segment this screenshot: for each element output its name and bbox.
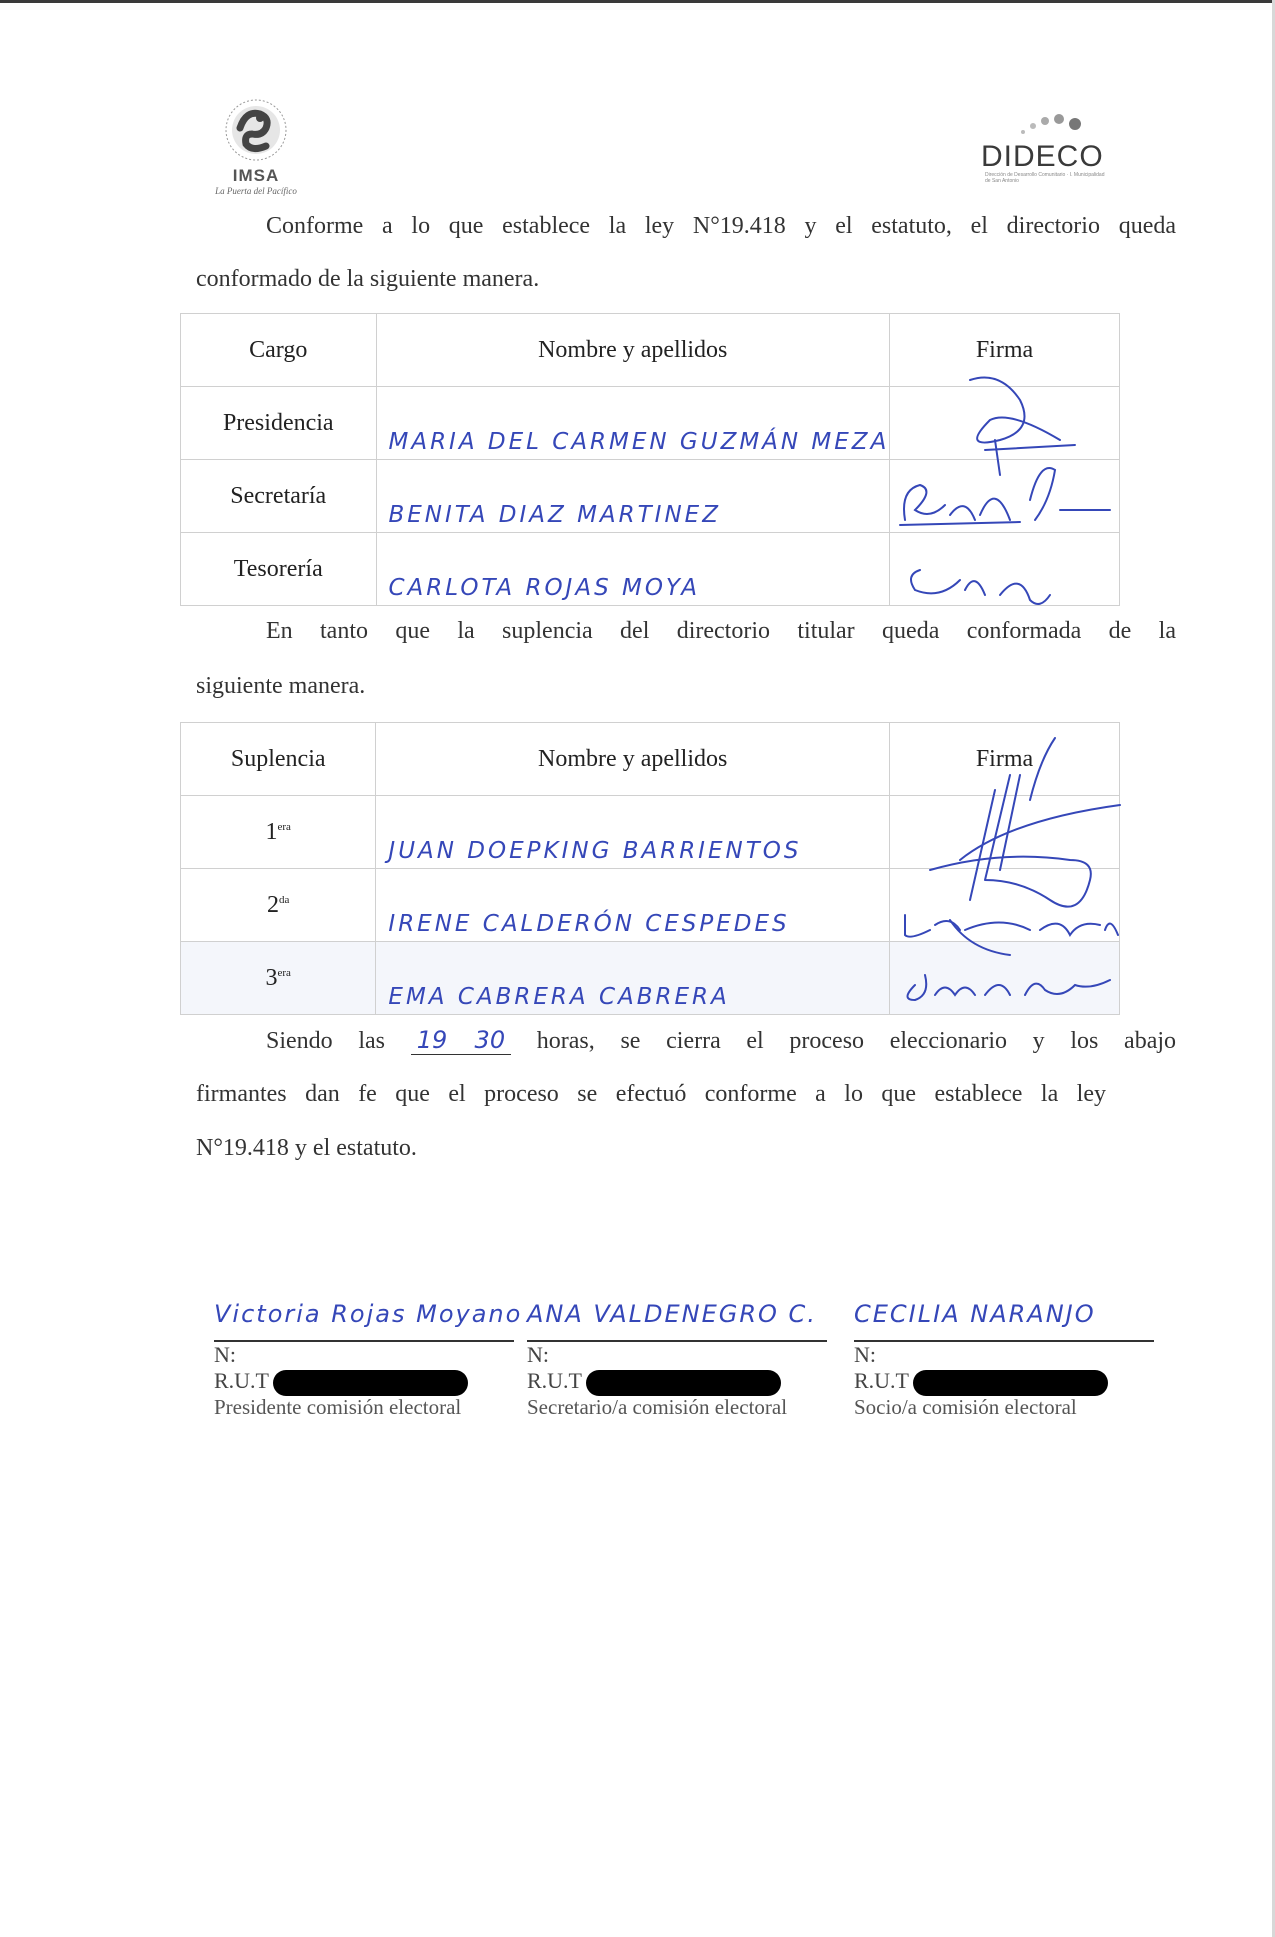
imsa-logo-tagline: La Puerta del Pacífico	[215, 186, 297, 196]
nombre-cell	[376, 869, 890, 942]
directorio-table	[180, 313, 1120, 606]
imsa-emblem-icon	[196, 88, 316, 168]
nombre-cell	[376, 942, 890, 1015]
table-row	[181, 796, 1120, 869]
nombre-cell	[376, 796, 890, 869]
nombre-cell	[376, 460, 890, 533]
ordinal-number: 1	[265, 818, 278, 845]
ordinal-suffix: da	[279, 893, 290, 906]
table-row	[181, 460, 1120, 533]
handwritten-name: IRENE CALDERÓN CESPEDES	[388, 911, 790, 937]
header-firma: Firma	[889, 723, 1119, 796]
table-row	[181, 869, 1120, 942]
firma-cell	[889, 942, 1119, 1015]
handwritten-name: JUAN DOEPKING BARRIENTOS	[388, 838, 802, 864]
role-label: Socio/a comisión electoral	[854, 1395, 1077, 1419]
rut-row	[854, 1368, 1154, 1394]
signatory-block-secretario	[527, 1300, 827, 1420]
n-label: N:	[854, 1342, 876, 1367]
redaction-bar	[273, 1370, 468, 1396]
firma-cell	[890, 460, 1120, 533]
table-header-row	[181, 723, 1120, 796]
firma-cell	[890, 533, 1120, 606]
table-row	[181, 533, 1120, 606]
suplencia-number-cell	[181, 869, 376, 942]
ordinal-suffix: era	[277, 820, 291, 833]
handwritten-name: CARLOTA ROJAS MOYA	[388, 575, 700, 601]
closing-suffix: horas, se cierra el proceso eleccionario y los abajo	[536, 1028, 1177, 1054]
ordinal-number: 2	[267, 891, 280, 918]
handwritten-signature: Victoria Rojas Moyano	[214, 1300, 523, 1328]
dideco-logo-name: DIDECO	[981, 140, 1104, 173]
firma-cell	[889, 869, 1119, 942]
nombre-cell	[376, 533, 890, 606]
role-label: Secretario/a comisión electoral	[527, 1395, 788, 1419]
handwritten-name: BENITA DIAZ MARTINEZ	[388, 502, 721, 528]
table-row	[181, 942, 1120, 1015]
rut-row	[214, 1368, 514, 1394]
role-label: Presidente comisión electoral	[214, 1395, 462, 1419]
dideco-logo-subtitle: Dirección de Desarrollo Comunitario · I. Municipalidad de San Antonio	[985, 172, 1105, 184]
suplencia-intro-line-1: En tanto que la suplencia del directorio titular queda conformada de la	[266, 618, 1176, 644]
firma-cell	[889, 796, 1119, 869]
firma-cell	[890, 387, 1120, 460]
header-cargo: Cargo	[181, 314, 377, 387]
ordinal-number: 3	[265, 964, 278, 991]
suplencia-number-cell	[181, 796, 376, 869]
suplencia-table	[180, 722, 1120, 1015]
n-label: N:	[527, 1342, 549, 1367]
suplencia-number-cell	[181, 942, 376, 1015]
handwritten-name: EMA CABRERA CABRERA	[388, 984, 730, 1010]
cargo-cell: Presidencia	[181, 387, 377, 460]
signatory-block-socio	[854, 1300, 1154, 1420]
nombre-cell	[376, 387, 890, 460]
header-suplencia: Suplencia	[181, 723, 376, 796]
table-row	[181, 387, 1120, 460]
header-firma: Firma	[890, 314, 1120, 387]
closing-line-1	[196, 1014, 1176, 1068]
closing-hour: 19 30	[411, 1026, 511, 1055]
scan-top-edge	[0, 0, 1275, 3]
header-nombre: Nombre y apellidos	[376, 314, 890, 387]
rut-label: R.U.T	[527, 1368, 582, 1393]
suplencia-intro-line-2: siguiente manera.	[196, 673, 366, 699]
imsa-logo	[196, 88, 316, 198]
rut-label: R.U.T	[214, 1368, 269, 1393]
redaction-bar	[913, 1370, 1108, 1396]
handwritten-name: MARIA DEL CARMEN GUZMÁN MEZA	[388, 429, 890, 455]
imsa-logo-name: IMSA	[232, 166, 280, 185]
closing-line-2: firmantes dan fe que el proceso se efectuó conforme a lo que establece la ley	[196, 1081, 1106, 1107]
intro-line-2: conformado de la siguiente manera.	[196, 266, 540, 292]
dideco-dots-icon	[1011, 110, 1101, 140]
cargo-cell: Tesorería	[181, 533, 377, 606]
closing-prefix: Siendo las	[266, 1028, 386, 1054]
redaction-bar	[586, 1370, 781, 1396]
header-nombre: Nombre y apellidos	[376, 723, 890, 796]
closing-line-3: N°19.418 y el estatuto.	[196, 1135, 417, 1161]
handwritten-signature: CECILIA NARANJO	[854, 1300, 1096, 1328]
ordinal-suffix: era	[277, 966, 291, 979]
n-label: N:	[214, 1342, 236, 1367]
dideco-logo	[975, 110, 1105, 190]
rut-label: R.U.T	[854, 1368, 909, 1393]
table-header-row	[181, 314, 1120, 387]
handwritten-signature: ANA VALDENEGRO C.	[527, 1300, 817, 1328]
signatory-block-presidente	[214, 1300, 523, 1420]
cargo-cell: Secretaría	[181, 460, 377, 533]
rut-row	[527, 1368, 827, 1394]
intro-line-1: Conforme a lo que establece la ley N°19.418 y el estatuto, el directorio queda	[266, 213, 1176, 239]
